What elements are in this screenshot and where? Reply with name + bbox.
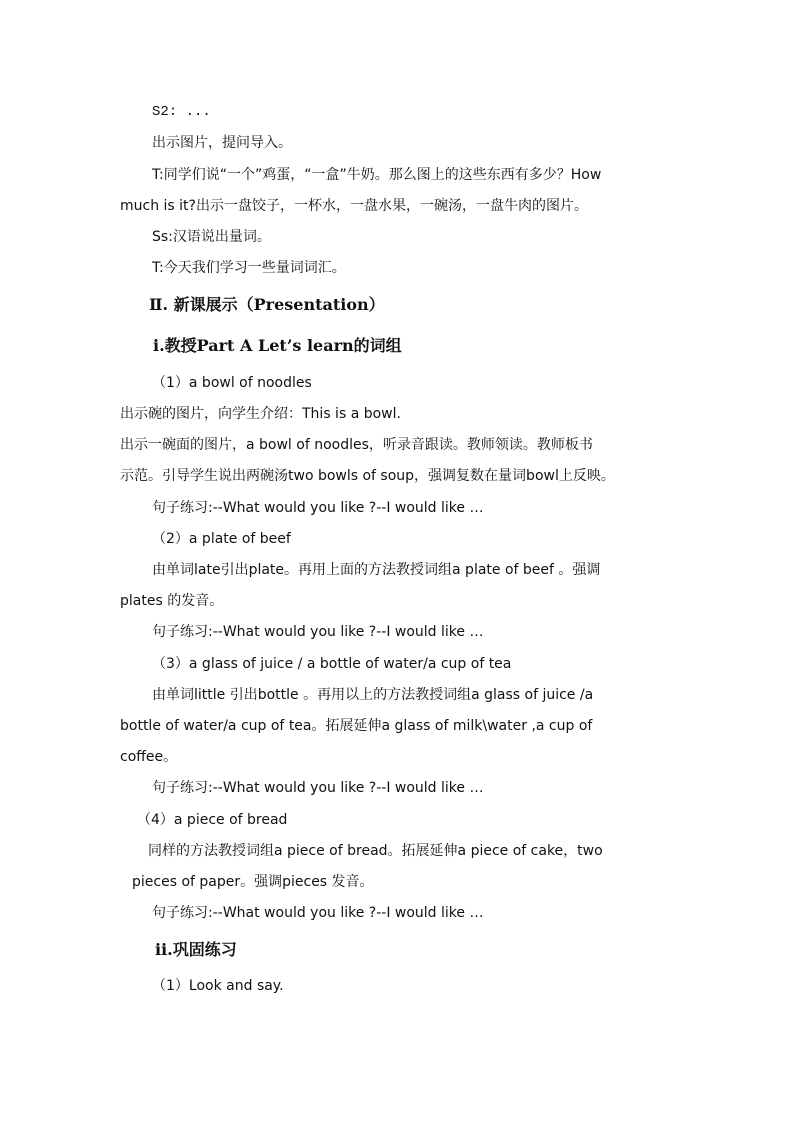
paragraph-line: coffee。 (120, 749, 178, 765)
dialogue-line-s2: S2: ... (152, 104, 211, 120)
phrase-item-4: （4）a piece of bread (137, 812, 288, 828)
paragraph-line: 同样的方法教授词组a piece of bread。拓展延伸a piece of cake，two (148, 843, 603, 859)
teacher-line-intro-cont: much is it?出示一盘饺子，一杯水，一盘水果，一碗汤，一盘牛肉的图片。 (120, 198, 588, 214)
subsection-heading-lets-learn: ⅰ.教授Part A Let’s learn的词组 (153, 336, 402, 355)
subsection-heading-practice: ⅱ.巩固练习 (155, 940, 237, 959)
paragraph-line: 出示碗的图片，向学生介绍：This is a bowl. (120, 406, 401, 422)
paragraph-line: bottle of water/a cup of tea。拓展延伸a glass of milk\water ,a cup of (120, 718, 593, 734)
phrase-item-2: （2）a plate of beef (152, 531, 291, 547)
sentence-practice-line: 句子练习:--What would you like ?--I would like … (152, 780, 484, 796)
teacher-line-today: T:今天我们学习一些量词词汇。 (152, 260, 346, 276)
paragraph-line: 示范。引导学生说出两碗汤two bowls of soup，强调复数在量词bowl上反映。 (120, 468, 615, 484)
phrase-item-3: （3）a glass of juice / a bottle of water/a cup of tea (152, 656, 512, 672)
section-heading-presentation: Ⅱ. 新课展示（Presentation） (149, 295, 385, 314)
paragraph-line: 由单词late引出plate。再用上面的方法教授词组a plate of beef 。强调 (152, 562, 601, 578)
sentence-practice-line: 句子练习:--What would you like ?--I would like … (152, 905, 484, 921)
practice-item-1: （1）Look and say. (152, 978, 284, 994)
sentence-practice-line: 句子练习:--What would you like ?--I would like … (152, 500, 484, 516)
students-line: Ss:汉语说出量词。 (152, 229, 271, 245)
paragraph-line: pieces of paper。强调pieces 发音。 (132, 874, 374, 890)
phrase-item-1: （1）a bowl of noodles (152, 375, 312, 391)
paragraph-line: plates 的发音。 (120, 593, 224, 609)
teacher-line-intro: T:同学们说“一个”鸡蛋，“一盒”牛奶。那么图上的这些东西有多少？How (152, 167, 602, 183)
paragraph-line: 由单词little 引出bottle 。再用以上的方法教授词组a glass of juice /a (152, 687, 594, 703)
instruction-show-picture: 出示图片，提问导入。 (152, 135, 292, 151)
paragraph-line: 出示一碗面的图片，a bowl of noodles，听录音跟读。教师领读。教师板书 (120, 437, 593, 453)
sentence-practice-line: 句子练习:--What would you like ?--I would like … (152, 624, 484, 640)
